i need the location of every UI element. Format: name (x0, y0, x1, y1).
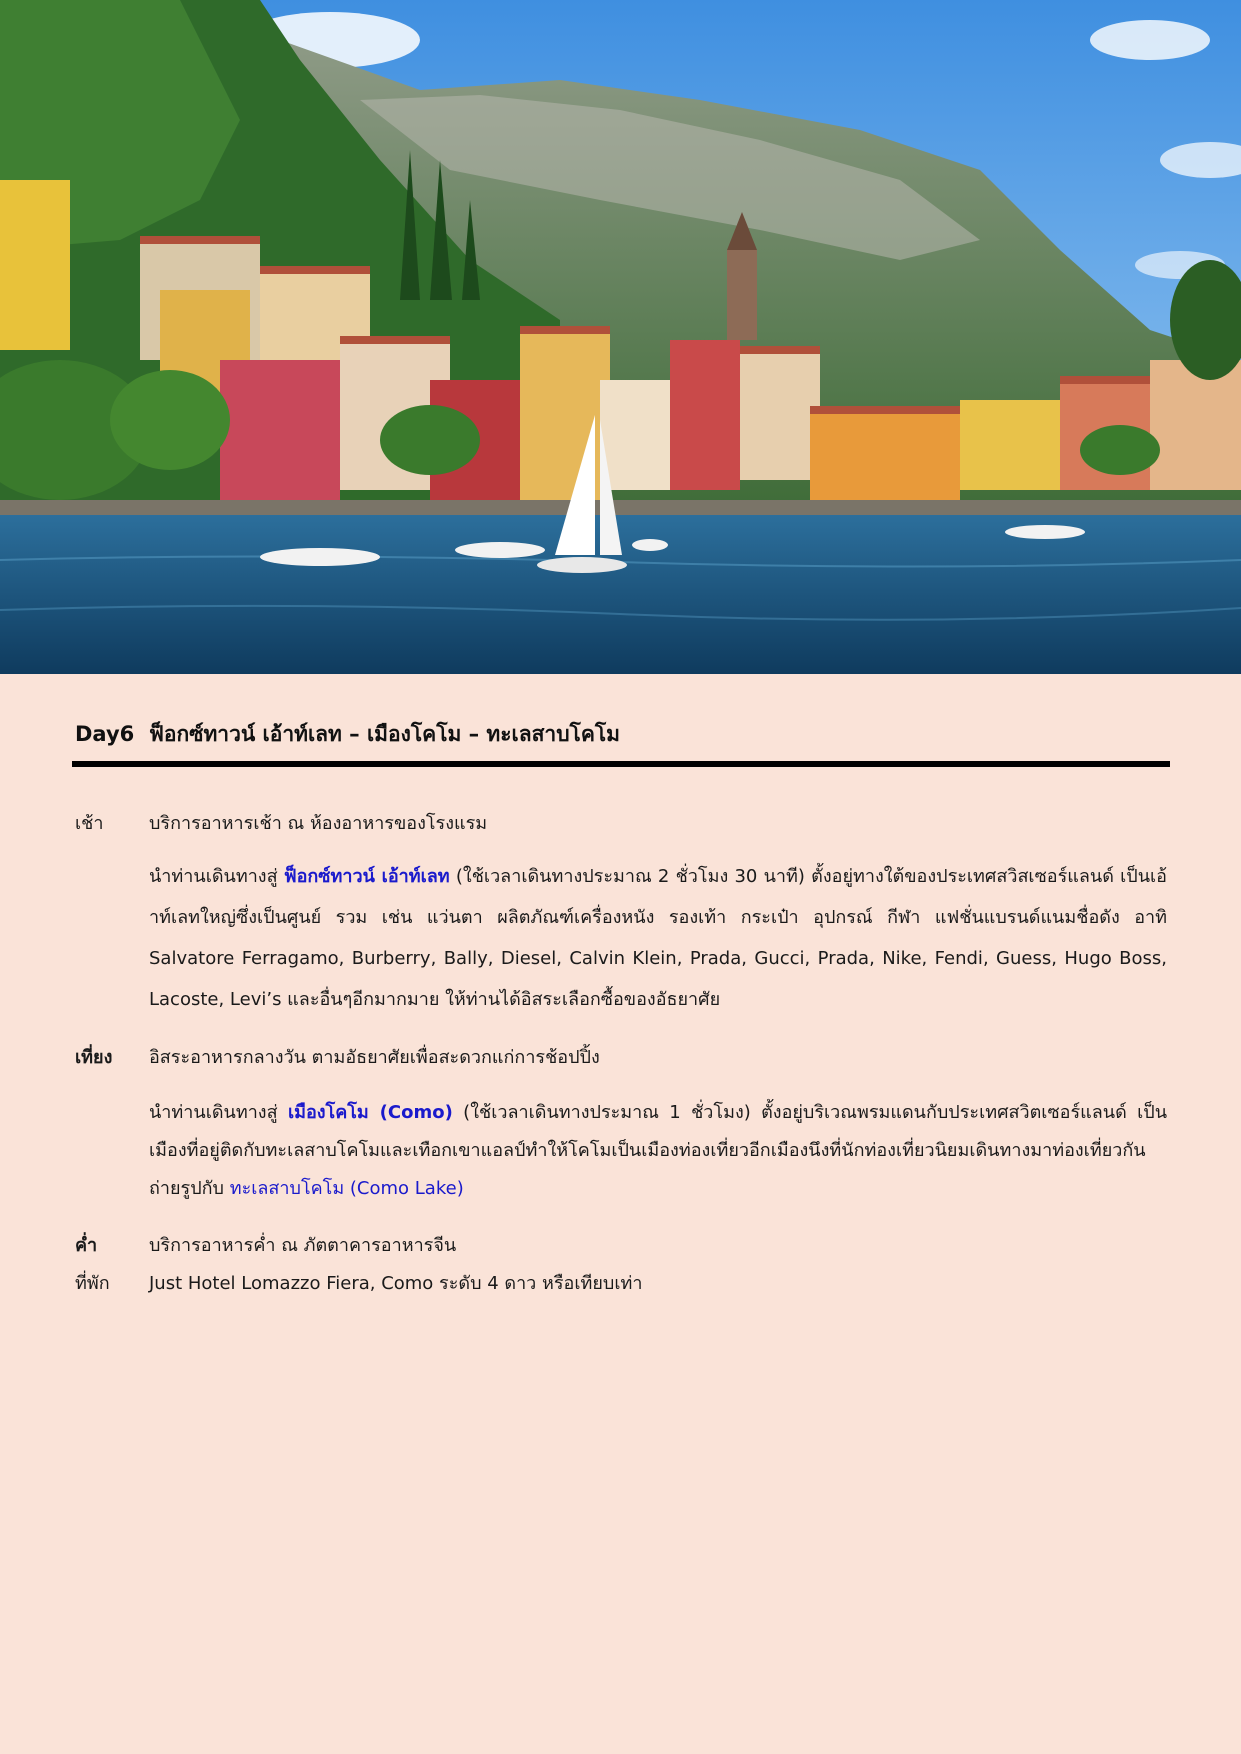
lake-como-village-illustration (0, 0, 1241, 674)
morning-text: บริการอาหารเช้า ณ ห้องอาหารของโรงแรม (149, 813, 488, 834)
day-label: Day6 (75, 722, 135, 746)
hotel-text: Just Hotel Lomazzo Fiera, Como ระดับ 4 ดาว หรือเทียบเท่า (149, 1273, 643, 1294)
hero-photo (0, 0, 1241, 674)
morning-row (75, 808, 1170, 837)
foxtown-paragraph (149, 856, 1167, 1020)
como-body: (ใช้เวลาเดินทางประมาณ 1 ชั่วโมง) ตั้งอยู่บริเวณพรมแดนกับประเทศสวิตเซอร์แลนด์ เป็นเมืองที่อยู่ติดกับทะเลสาบโคโมและเทือกเขาแอลป์ทำให้โคโมเป็นเมืองท่องเที่ยวอีกเมืองนึงที่นักท่องเที่ยวนิยมเดินทางมาท่องเที่ยวกัน ถ่ายรูปกับ (149, 1102, 1167, 1199)
dinner-row (75, 1230, 1170, 1259)
morning-label: เช้า (75, 813, 104, 834)
como-highlight: เมืองโคโม (Como) (287, 1102, 453, 1123)
day-header (75, 718, 1170, 751)
como-lake-highlight: ทะเลสาบโคโม (Como Lake) (229, 1178, 464, 1199)
como-prefix: นำท่านเดินทางสู่ (149, 1102, 288, 1123)
foxtown-prefix: นำท่านเดินทางสู่ (149, 866, 284, 887)
hotel-label: ที่พัก (75, 1273, 110, 1294)
como-paragraph (149, 1094, 1167, 1208)
lunch-label: เที่ยง (75, 1047, 113, 1068)
dinner-text: บริการอาหารค่ำ ณ ภัตตาคารอาหารจีน (149, 1235, 457, 1256)
dinner-label: ค่ำ (75, 1235, 98, 1256)
day-title: ฟ็อกซ์ทาวน์ เอ้าท์เลท – เมืองโคโม – ทะเลสาบโคโม (149, 722, 620, 746)
lunch-text: อิสระอาหารกลางวัน ตามอัธยาศัยเพื่อสะดวกแก่การช้อปปิ้ง (149, 1047, 600, 1068)
foxtown-body: (ใช้เวลาเดินทางประมาณ 2 ชั่วโมง 30 นาที) ตั้งอยู่ทางใต้ของประเทศสวิสเซอร์แลนด์ เป็นเอ้าท์เลทใหญ่ซึ่งเป็นศูนย์ รวม เช่น แว่นตา ผลิตภัณฑ์เครื่องหนัง รองเท้า กระเป๋า อุปกรณ์ กีฬา แฟชั่นแบรนด์แนมชื่อดัง อาทิ Salvatore Ferragamo, Burberry, Bally, Diesel, Calvin Klein, Prada, Gucci, Prada, Nike, Fendi, Guess, Hugo Boss, Lacoste, Levi’s และอื่นๆอีกมากมาย ให้ท่านได้อิสระเลือกซื้อของอัธยาศัย (149, 866, 1167, 1010)
lunch-row (75, 1042, 1170, 1071)
foxtown-highlight: ฟ็อกซ์ทาวน์ เอ้าท์เลท (283, 866, 450, 887)
header-divider (72, 761, 1170, 767)
hotel-row (75, 1268, 1170, 1297)
